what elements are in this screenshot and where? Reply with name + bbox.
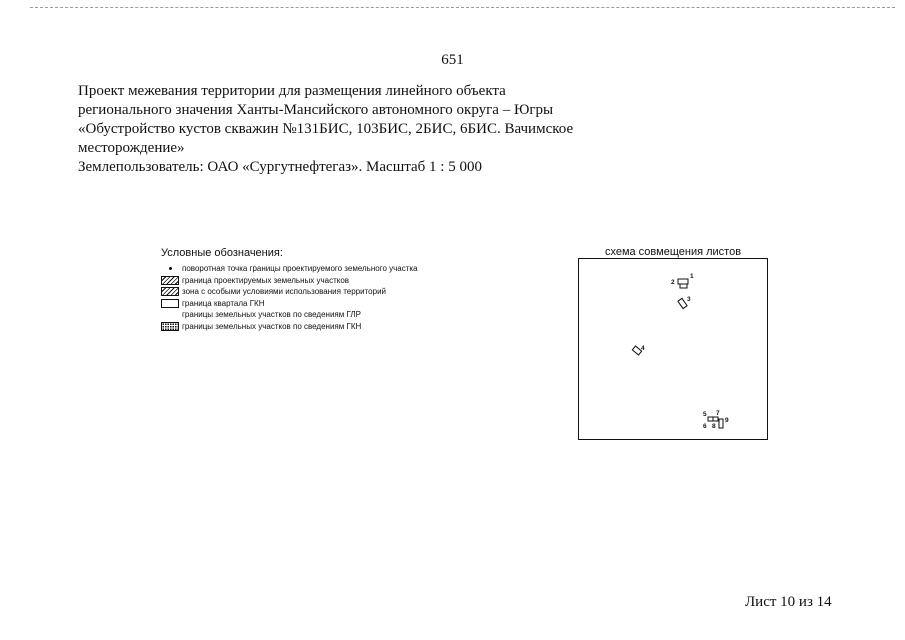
title-line: месторождение» [78, 140, 185, 156]
legend-item [161, 286, 481, 298]
legend-item-label: зона с особыми условиями использования территорий [182, 287, 386, 296]
legend-item [161, 321, 481, 333]
scan-artifact-line [30, 7, 895, 8]
map-legend [161, 247, 481, 332]
sheet-marker-1: 1 [690, 273, 694, 280]
sheet-marker-7: 7 [716, 410, 720, 417]
sheet-marker-4: 4 [641, 345, 645, 352]
title-line: Землепользователь: ОАО «Сургутнефтегаз». Масштаб 1 : 5 000 [78, 159, 482, 175]
page-number: 651 [441, 52, 464, 68]
legend-item-label: граница проектируемых земельных участков [182, 275, 350, 285]
parcel-outline [680, 284, 687, 288]
title-line: «Обустройство кустов скважин №131БИС, 103БИС, 2БИС, 6БИС. Вачимское [78, 121, 574, 137]
legend-item [161, 309, 481, 321]
legend-blank-symbol [161, 310, 179, 319]
sheet-marker-3: 3 [687, 296, 691, 303]
legend-heading: Условные обозначения: [161, 247, 283, 259]
parcel-outline [708, 417, 713, 421]
bold-box-icon [161, 299, 179, 308]
hatched-box-icon [161, 287, 179, 296]
scheme-title: схема совмещения листов [604, 246, 742, 258]
parcel-outline [678, 279, 688, 284]
parcel-outline [719, 419, 723, 428]
document-title [78, 82, 638, 177]
sheet-layout-scheme [578, 258, 768, 440]
dotted-box-icon [161, 322, 179, 331]
sheet-counter: Лист 10 из 14 [745, 594, 832, 610]
sheet-marker-8: 8 [712, 423, 716, 430]
scheme-drawing [579, 259, 769, 441]
parcel-outline [713, 417, 718, 421]
legend-item-label: поворотная точка границы проектируемого земельного участка [182, 264, 418, 273]
sheet-marker-6: 6 [703, 423, 707, 430]
parcel-outline [678, 298, 687, 308]
legend-item-label: границы земельных участков по сведениям ГКН [182, 321, 362, 331]
title-line: регионального значения Ханты-Мансийского автономного округа – Югры [78, 102, 554, 118]
legend-item [161, 275, 481, 287]
sheet-marker-5: 5 [703, 411, 707, 418]
sheet-marker-2: 2 [671, 279, 675, 286]
legend-item [161, 298, 481, 310]
legend-item-label: граница квартала ГКН [182, 298, 265, 308]
legend-item [161, 263, 481, 275]
sheet-marker-9: 9 [725, 417, 729, 424]
title-line: Проект межевания территории для размещения линейного объекта [78, 83, 506, 99]
point-dot-icon [161, 264, 179, 273]
legend-item-label: границы земельных участков по сведениям ГЛР [182, 310, 361, 319]
hatched-box-icon [161, 276, 179, 285]
